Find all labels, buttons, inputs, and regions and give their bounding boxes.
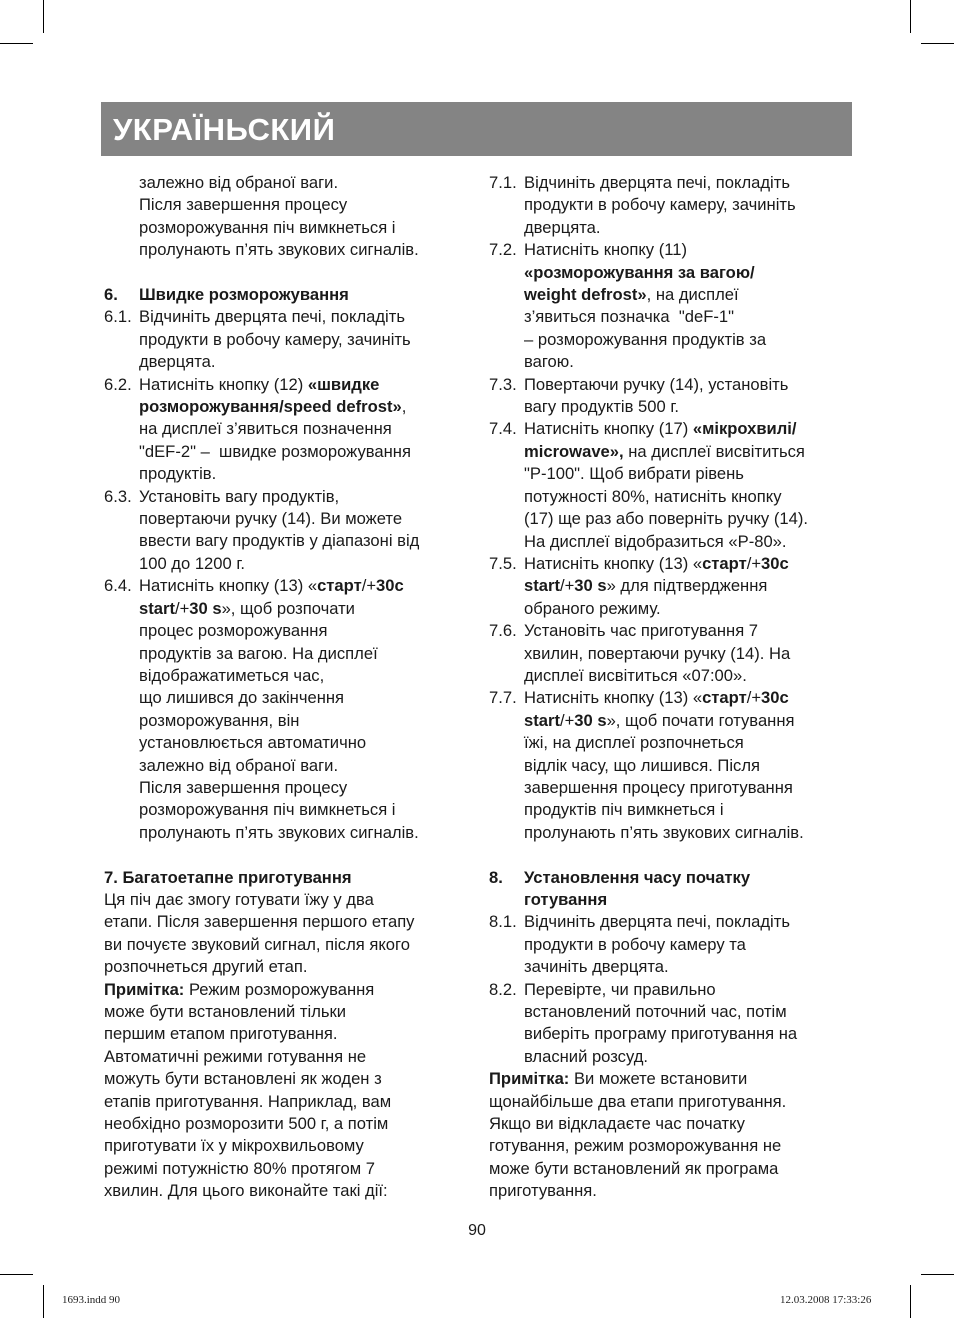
text-line: (17) ще раз або поверніть ручку (14). [524,509,808,529]
text-run: Натисніть кнопку (13) « [524,553,703,573]
text-line: залежно від обраної ваги. [139,173,339,192]
text-line [524,867,854,889]
text-line: вагою. [524,352,574,372]
text-line: Відчиніть дверцята печі, покладіть [524,173,790,192]
item-number: 7.3. [489,374,517,394]
crop-mark [0,43,33,44]
text-line: Повертаючи ручку (14), установіть [524,374,789,394]
text-line: На дисплеї відобразиться «P-80». [524,531,787,551]
item-number: 7.4. [489,419,517,439]
bold-text: «розморожування за вагою/ [524,262,755,282]
bold-text: microwave», [524,441,624,461]
text-line: продукти в робочу камеру, зачиніть [139,329,411,349]
text-line [139,396,466,418]
text-run: /+ [746,688,762,708]
section-number [489,867,524,912]
text-run: Режим розморожування [184,979,375,999]
text-line: на дисплеї з’явиться позначення [139,419,392,439]
bold-text: старт [702,688,747,708]
text-line: пролунають п’ять звукових сигналів. [139,240,419,260]
crop-mark [910,0,911,33]
item-text [524,418,854,552]
bold-text: 30 s [189,598,222,618]
text-line: зачиніть дверцята. [524,957,669,977]
text-line [139,598,466,620]
text-line [524,262,854,284]
text-line: продуктів за вагою. На дисплеї [139,643,378,663]
text-line: потужності 80%, натисніть кнопку [524,486,782,506]
text-run: на дисплеї висвітиться [623,441,805,461]
text-run: /+ [361,576,377,596]
bold-text: старт [702,553,747,573]
text-line [139,374,466,396]
item-number: 7.6. [489,621,517,641]
item-number: 7.7. [489,688,517,708]
item-text [524,553,854,620]
numbered-item [489,239,854,373]
text-line: етапів приготування. Наприклад, вам [104,1091,392,1111]
bold-text: start [524,576,560,596]
bold-text: розморожування/speed defrost» [139,397,402,417]
item-number: 7.5. [489,553,517,573]
crop-mark [910,1285,911,1318]
text-run: », щоб почати готування [606,710,795,730]
bold-text: «мікрохвилі/ [692,419,797,439]
item-number: 7.1. [489,173,517,192]
text-run: Ви можете встановити [569,1069,748,1089]
bold-text: старт [317,576,362,596]
bold-text: 30с [376,576,404,596]
numbered-item [489,418,854,552]
item-number: 6.4. [104,576,132,596]
item-text [524,620,854,687]
numbered-item [489,687,854,844]
item-text [139,374,466,486]
item-text [139,306,466,373]
text-line: що лишився до закінчення [139,688,345,708]
text-line: Перевірте, чи правильно [524,979,716,999]
text-run: », щоб розпочати [221,598,355,618]
left-column [104,172,466,1203]
text-line: щонайбільше два етапи приготування. [489,1091,787,1111]
bold-text: 30 s [574,576,607,596]
text-run: Натисніть кнопку (13) « [139,576,318,596]
bold-text: Швидке розморожування [139,285,349,305]
item-number: 6.2. [104,374,132,394]
text-line: приготувати їх у мікрохвильовому [104,1136,364,1156]
text-line: вагу продуктів 500 г. [524,397,679,417]
bold-text: «швидке [307,374,380,394]
numbered-item [489,979,854,1069]
item-number: 7.2. [489,240,517,260]
note-line [489,1068,854,1090]
section-title [104,867,466,889]
section-heading [489,867,854,912]
bold-text: Примітка: [489,1069,570,1089]
crop-mark [0,1274,33,1275]
section-heading [104,284,466,306]
text-line: приготування. [489,1181,597,1201]
text-line [524,687,854,709]
bold-text: 8. [489,867,503,887]
text-line: Після завершення процесу [139,195,348,215]
item-text [524,239,854,373]
crop-mark [921,43,954,44]
text-line: дисплеї висвітиться «07:00». [524,665,747,685]
text-line: розморожування, він [139,710,300,730]
numbered-item [489,374,854,419]
text-line: з’явиться позначка "deF-1" [524,307,735,327]
text-line: дверцята. [524,217,601,237]
text-line [524,575,854,597]
text-line: готування, режим розморожування не [489,1136,782,1156]
text-line: обраного режиму. [524,598,661,618]
numbered-item [489,172,854,239]
text-line: продуктів. [139,464,217,484]
text-line: продуктів піч вимкнеться і [524,800,724,820]
text-line: Установіть час приготування 7 [524,621,759,641]
text-line: повертаючи ручку (14). Ви можете [139,509,403,529]
text-line: Натисніть кнопку (11) [524,240,687,260]
text-line [524,441,854,463]
text-line: власний розсуд. [524,1046,648,1066]
numbered-item [489,620,854,687]
text-run: /+ [559,576,575,596]
text-run: Натисніть кнопку (17) [524,419,693,439]
text-line: хвилин. Для цього виконайте такі дії: [104,1181,388,1201]
text-run: » для підтвердження [606,576,768,596]
text-run: Натисніть кнопку (12) [139,374,308,394]
text-line: залежно від обраної ваги. [139,755,339,775]
spacer [104,844,466,866]
text-line: ввести вагу продуктів у діапазоні від [139,531,420,551]
text-line: Ця піч дає змогу готувати їжу у два [104,889,374,909]
section-title [139,284,466,306]
slug-file: 1693.indd 90 [62,1294,121,1306]
item-text [524,687,854,844]
section-number [104,284,139,306]
text-line: 100 до 1200 г. [139,553,245,573]
text-line: їжі, на дисплеї розпочнеться [524,733,744,753]
text-line [139,284,466,306]
text-line: пролунають п’ять звукових сигналів. [524,822,804,842]
item-text [139,575,466,844]
text-run: Натисніть кнопку (13) « [524,688,703,708]
numbered-item [104,575,466,844]
text-line: може бути встановлений тільки [104,1002,347,1021]
text-line: Після завершення процесу [139,777,348,797]
text-line: "dEF-2" – швидке розморожування [139,441,411,461]
item-number: 8.1. [489,912,517,932]
text-line: режимі потужністю 80% протягом 7 [104,1158,376,1178]
text-run: /+ [746,553,762,573]
text-line: відлік часу, що лишився. Після [524,755,760,775]
crop-mark [43,1285,44,1318]
bold-text: готування [524,889,608,909]
text-line: Автоматичні режими готування не [104,1046,367,1066]
text-line: розморожування піч вимкнеться і [139,217,396,237]
numbered-item [489,553,854,620]
text-line [524,418,854,440]
text-line: встановлений поточний час, потім [524,1002,787,1022]
text-run: /+ [559,710,575,730]
right-column [489,172,854,1203]
text-line: – розморожування продуктів за [524,329,767,349]
bold-text: start [524,710,560,730]
text-line: Відчиніть дверцята печі, покладіть [139,307,405,327]
bold-text: 6. [104,285,118,305]
item-text [524,911,854,978]
text-line: "P-100". Щоб вибрати рівень [524,464,744,484]
section-title [524,867,854,912]
text-line: ви почуєте звуковий сигнал, після якого [104,934,410,954]
bold-text: 30 s [574,710,607,730]
text-line: може бути встановлений як програма [489,1158,779,1178]
text-line: можуть бути встановлені як жоден з [104,1069,382,1089]
crop-mark [921,1274,954,1275]
text-line: хвилин, повертаючи ручку (14). На [524,643,791,663]
bold-text: 30с [761,688,789,708]
text-run: , на дисплеї [646,285,739,305]
text-line: Відчиніть дверцята печі, покладіть [524,912,790,932]
item-number: 6.1. [104,307,132,327]
text-line: розморожування піч вимкнеться і [139,800,396,820]
text-line [524,284,854,306]
text-line [524,710,854,732]
text-line [139,575,466,597]
text-line: розпочнеться другий етап. [104,957,308,977]
spacer [104,262,466,284]
text-line [524,553,854,575]
text-line: Установіть вагу продуктів, [139,486,340,506]
item-number: 6.3. [104,486,132,506]
numbered-item [104,306,466,373]
text-line: завершення процесу приготування [524,777,793,797]
crop-mark [43,0,44,33]
text-line: відображатиметься час, [139,665,325,685]
note-line [104,979,466,1001]
text-run: , [401,397,407,417]
text-line: Якщо ви відкладаєте час початку [489,1114,745,1134]
text-line: дверцята. [139,352,216,372]
bold-text: start [139,598,175,618]
text-line [524,889,854,911]
text-line: пролунають п’ять звукових сигналів. [139,822,419,842]
page-number: 90 [468,1222,486,1239]
text-line: продукти в робочу камеру, зачиніть [524,195,796,215]
spacer [489,844,854,866]
bold-text: 7. Багатоетапне приготування [104,867,352,887]
item-number: 8.2. [489,979,517,999]
text-line: виберіть програму приготування на [524,1024,798,1044]
text-line: необхідно розморозити 500 г, а потім [104,1114,389,1134]
item-text [524,979,854,1069]
text-line: етапи. Після завершення першого етапу [104,912,415,932]
text-line: продукти в робочу камеру та [524,934,746,954]
text-line: першим етапом приготування. [104,1024,338,1044]
bold-text: weight defrost» [524,285,647,305]
text-run: /+ [174,598,190,618]
item-text [524,374,854,419]
text-line: установлюється автоматично [139,733,367,753]
language-header [101,102,852,156]
page-title: УКРАЇНЬСКИЙ [113,112,336,147]
bold-text: 30с [761,553,789,573]
text-line: процес розморожування [139,621,328,641]
numbered-item [104,486,466,576]
item-text [139,486,466,576]
bold-text: Примітка: [104,979,185,999]
item-text [524,172,854,239]
numbered-item [489,911,854,978]
slug-date: 12.03.2008 17:33:26 [780,1294,872,1306]
numbered-item [104,374,466,486]
bold-text: Установлення часу початку [524,867,751,887]
